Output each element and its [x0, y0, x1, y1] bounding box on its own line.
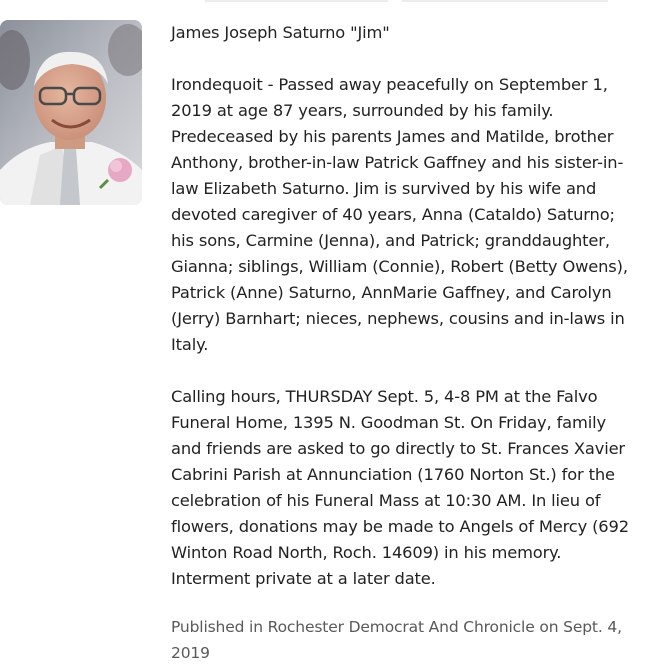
top-divider	[402, 0, 608, 2]
portrait-image	[0, 20, 142, 205]
publication-note: Published in Rochester Democrat And Chronicle on Sept. 4, 2019	[171, 618, 622, 662]
top-divider	[205, 0, 388, 2]
obituary-paragraph: Irondequoit - Passed away peacefully on September 1, 2019 at age 87 years, surrounded by his family. Predeceased by his parents James and Matilde, brother Anthony, brother-in-law Patrick Gaffney and his sister-in-law Elizabeth Saturno. Jim is survived by his wife and devoted caregiver of 40 years, Anna (Cataldo) Saturno; his sons, Carmine (Jenna), and Patrick; granddaughter, Gianna; siblings, William (Connie), Robert (Betty Owens), Patrick (Anne) Saturno, AnnMarie Gaffney, and Carolyn (Jerry) Barnhart; nieces, nephews, cousins and in-laws in Italy.	[171, 75, 628, 354]
service-details-paragraph: Calling hours, THURSDAY Sept. 5, 4-8 PM at the Falvo Funeral Home, 1395 N. Goodman St. On Friday, family and friends are asked to go directly to St. Frances Xavier Cabrini Parish at Annunciation (1760 Norton St.) for the celebration of his Funeral Mass at 10:30 AM. In lieu of flowers, donations may be made to Angels of Mercy (692 Winton Road North, Roch. 14609) in his memory. Interment private at a later date.	[171, 387, 629, 588]
obituary-text	[171, 20, 641, 666]
deceased-name: James Joseph Saturno "Jim"	[171, 23, 390, 42]
portrait-photo	[0, 20, 142, 205]
